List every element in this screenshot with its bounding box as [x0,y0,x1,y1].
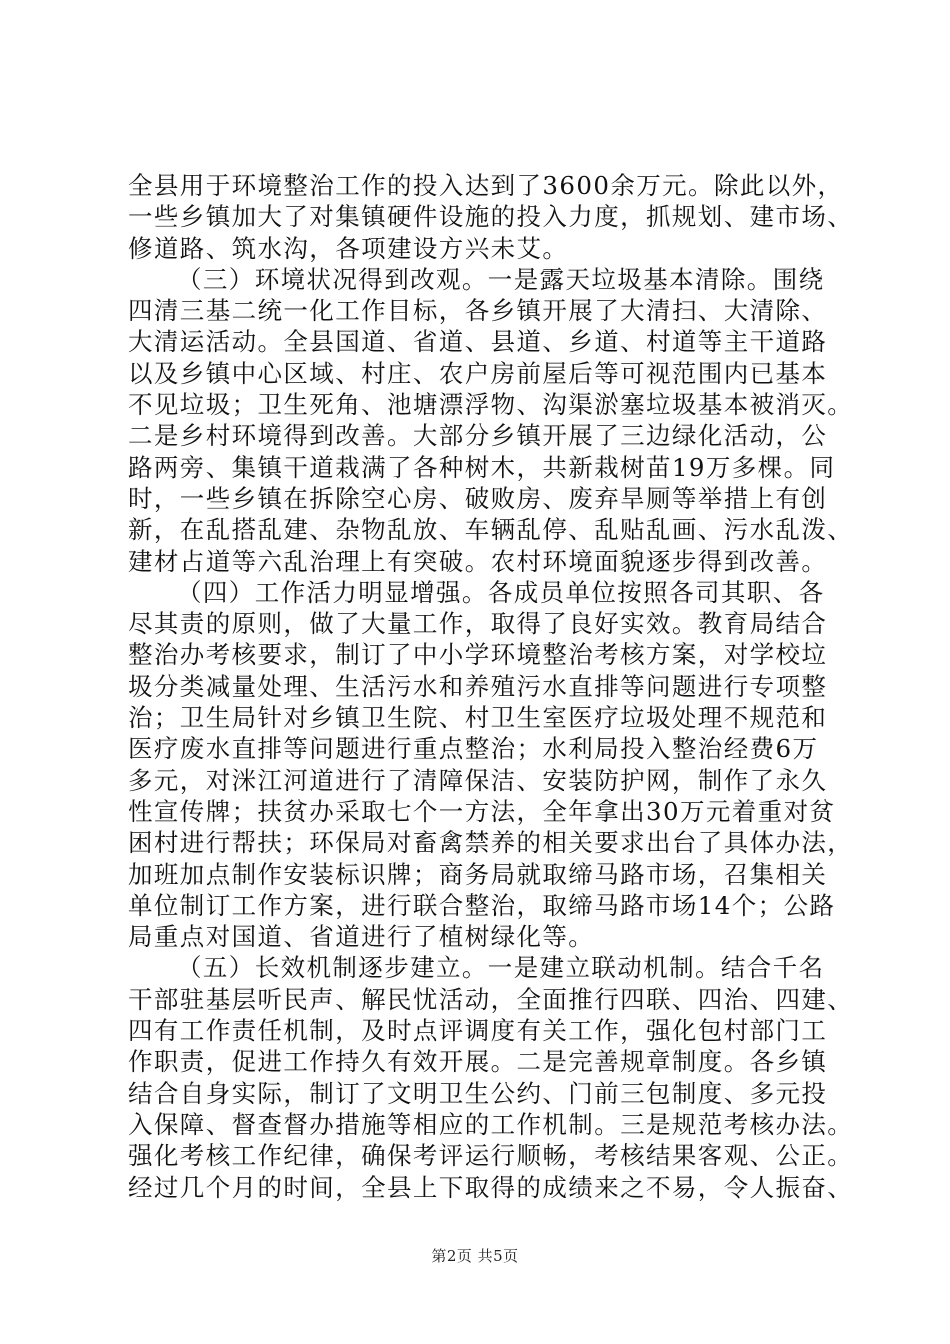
text-line: 建材占道等六乱治理上有突破。农村环境面貌逐步得到改善。 [128,546,828,576]
text-line: 强化考核工作纪律，确保考评运行顺畅，考核结果客观、公正。 [128,1141,854,1171]
text-line: 以及乡镇中心区域、村庄、农户房前屋后等可视范围内已基本 [128,358,828,388]
text-line: 作职责，促进工作持久有效开展。二是完善规章制度。各乡镇 [128,1047,828,1077]
text-line: 时，一些乡镇在拆除空心房、破败房、废弃旱厕等举措上有创 [128,483,828,513]
paragraph-first-line: （三）环境状况得到改观。一是露天垃圾基本清除。围绕 [177,264,825,294]
text-line: 经过几个月的时间，全县上下取得的成绩来之不易，令人振奋、 [128,1172,854,1202]
text-line: 修道路、筑水沟，各项建设方兴未艾。 [128,233,569,263]
text-line: 尽其责的原则，做了大量工作，取得了良好实效。教育局结合 [128,609,828,639]
text-line: 多元，对洣江河道进行了清障保洁、安装防护网，制作了永久 [128,765,828,795]
text-line: 性宣传牌；扶贫办采取七个一方法，全年拿出30万元着重对贫 [128,796,836,826]
paragraph-first-line: （五）长效机制逐步建立。一是建立联动机制。结合千名 [177,953,825,983]
text-line: 四清三基二统一化工作目标，各乡镇开展了大清扫、大清除、 [128,296,828,326]
document-body [128,170,854,1203]
text-line: 路两旁、集镇干道栽满了各种树木，共新栽树苗19万多棵。同 [128,452,836,482]
text-line: 整治办考核要求，制订了中小学环境整治考核方案，对学校垃 [128,640,828,670]
text-line: 不见垃圾；卫生死角、池塘漂浮物、沟渠淤塞垃圾基本被消灭。 [128,390,854,420]
text-line: 一些乡镇加大了对集镇硬件设施的投入力度，抓规划、建市场、 [128,202,854,232]
text-line: 单位制订工作方案，进行联合整治，取缔马路市场14个；公路 [128,890,836,920]
paragraph-first-line: （四）工作活力明显增强。各成员单位按照各司其职、各 [177,577,825,607]
text-line: 圾分类减量处理、生活污水和养殖污水直排等问题进行专项整 [128,671,828,701]
text-line: 二是乡村环境得到改善。大部分乡镇开展了三边绿化活动，公 [128,421,828,451]
text-line: 结合自身实际，制订了文明卫生公约、门前三包制度、多元投 [128,1078,828,1108]
text-line: 入保障、督查督办措施等相应的工作机制。三是规范考核办法。 [128,1109,854,1139]
text-line: 局重点对国道、省道进行了植树绿化等。 [128,922,595,952]
text-line: 干部驻基层听民声、解民忧活动，全面推行四联、四治、四建、 [128,984,854,1014]
text-line: 治；卫生局针对乡镇卫生院、村卫生室医疗垃圾处理不规范和 [128,703,828,733]
text-line: 新，在乱搭乱建、杂物乱放、车辆乱停、乱贴乱画、污水乱泼、 [128,515,854,545]
text-line: 四有工作责任机制，及时点评调度有关工作，强化包村部门工 [128,1016,828,1046]
text-line: 全县用于环境整治工作的投入达到了3600余万元。除此以外， [128,171,844,200]
text-line: 困村进行帮扶；环保局对畜禽禁养的相关要求出台了具体办法， [128,828,854,858]
text-line: 加班加点制作安装标识牌；商务局就取缔马路市场，召集相关 [128,859,828,889]
page-footer: 第2页 共5页 [431,1247,519,1265]
text-line: 医疗废水直排等问题进行重点整治；水利局投入整治经费6万 [128,734,819,764]
text-line: 大清运活动。全县国道、省道、县道、乡道、村道等主干道路 [128,327,828,357]
